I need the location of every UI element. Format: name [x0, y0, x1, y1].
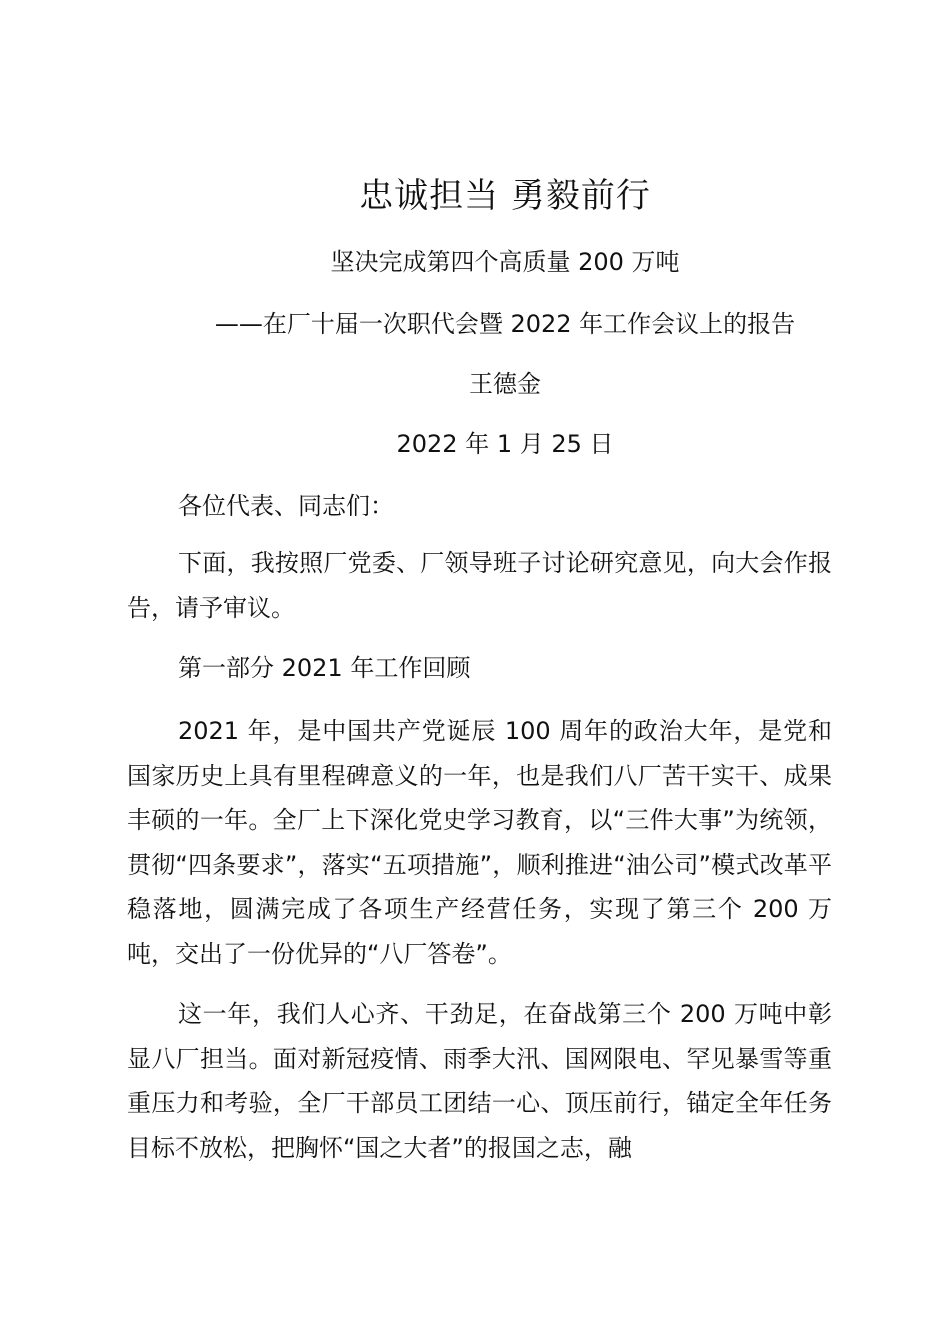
document-date: 2022 年 1 月 25 日 — [396, 430, 614, 458]
paragraph-intro: 下面，我按照厂党委、厂领导班子讨论研究意见，向大会作报告，请予审议。 — [127, 549, 832, 622]
section-heading: 第一部分 2021 年工作回顾 — [178, 654, 471, 682]
document-title: 忠诚担当 勇毅前行 — [359, 176, 651, 216]
paragraph-greeting: 各位代表、同志们： — [178, 492, 394, 520]
document-subtitle: 坚决完成第四个高质量 200 万吨 — [330, 248, 680, 276]
document-subtitle-report: ——在厂十届一次职代会暨 2022 年工作会议上的报告 — [214, 310, 796, 338]
document-author: 王德金 — [469, 370, 541, 398]
paragraph-review: 2021 年，是中国共产党诞辰 100 周年的政治大年，是党和国家历史上具有里程碑意义的一年，也是我们八厂苦干实干、成果丰硕的一年。全厂上下深化党史学习教育，以“三件大事”为统领，贯彻“四条要求”，落实“五项措施”，顺利推进“油公司”模式改革平稳落地，圆满完成了各项生产经营任务，实现了第三个 200 万吨，交出了一份优异的“八厂答卷”。 — [127, 717, 832, 968]
paragraph-achievements: 这一年，我们人心齐、干劲足，在奋战第三个 200 万吨中彰显八厂担当。面对新冠疫情、雨季大汛、国网限电、罕见暴雪等重重压力和考验，全厂干部员工团结一心、顶压前行，锚定全年任务目标不放松，把胸怀“国之大者”的报国之志，融 — [127, 1000, 832, 1162]
